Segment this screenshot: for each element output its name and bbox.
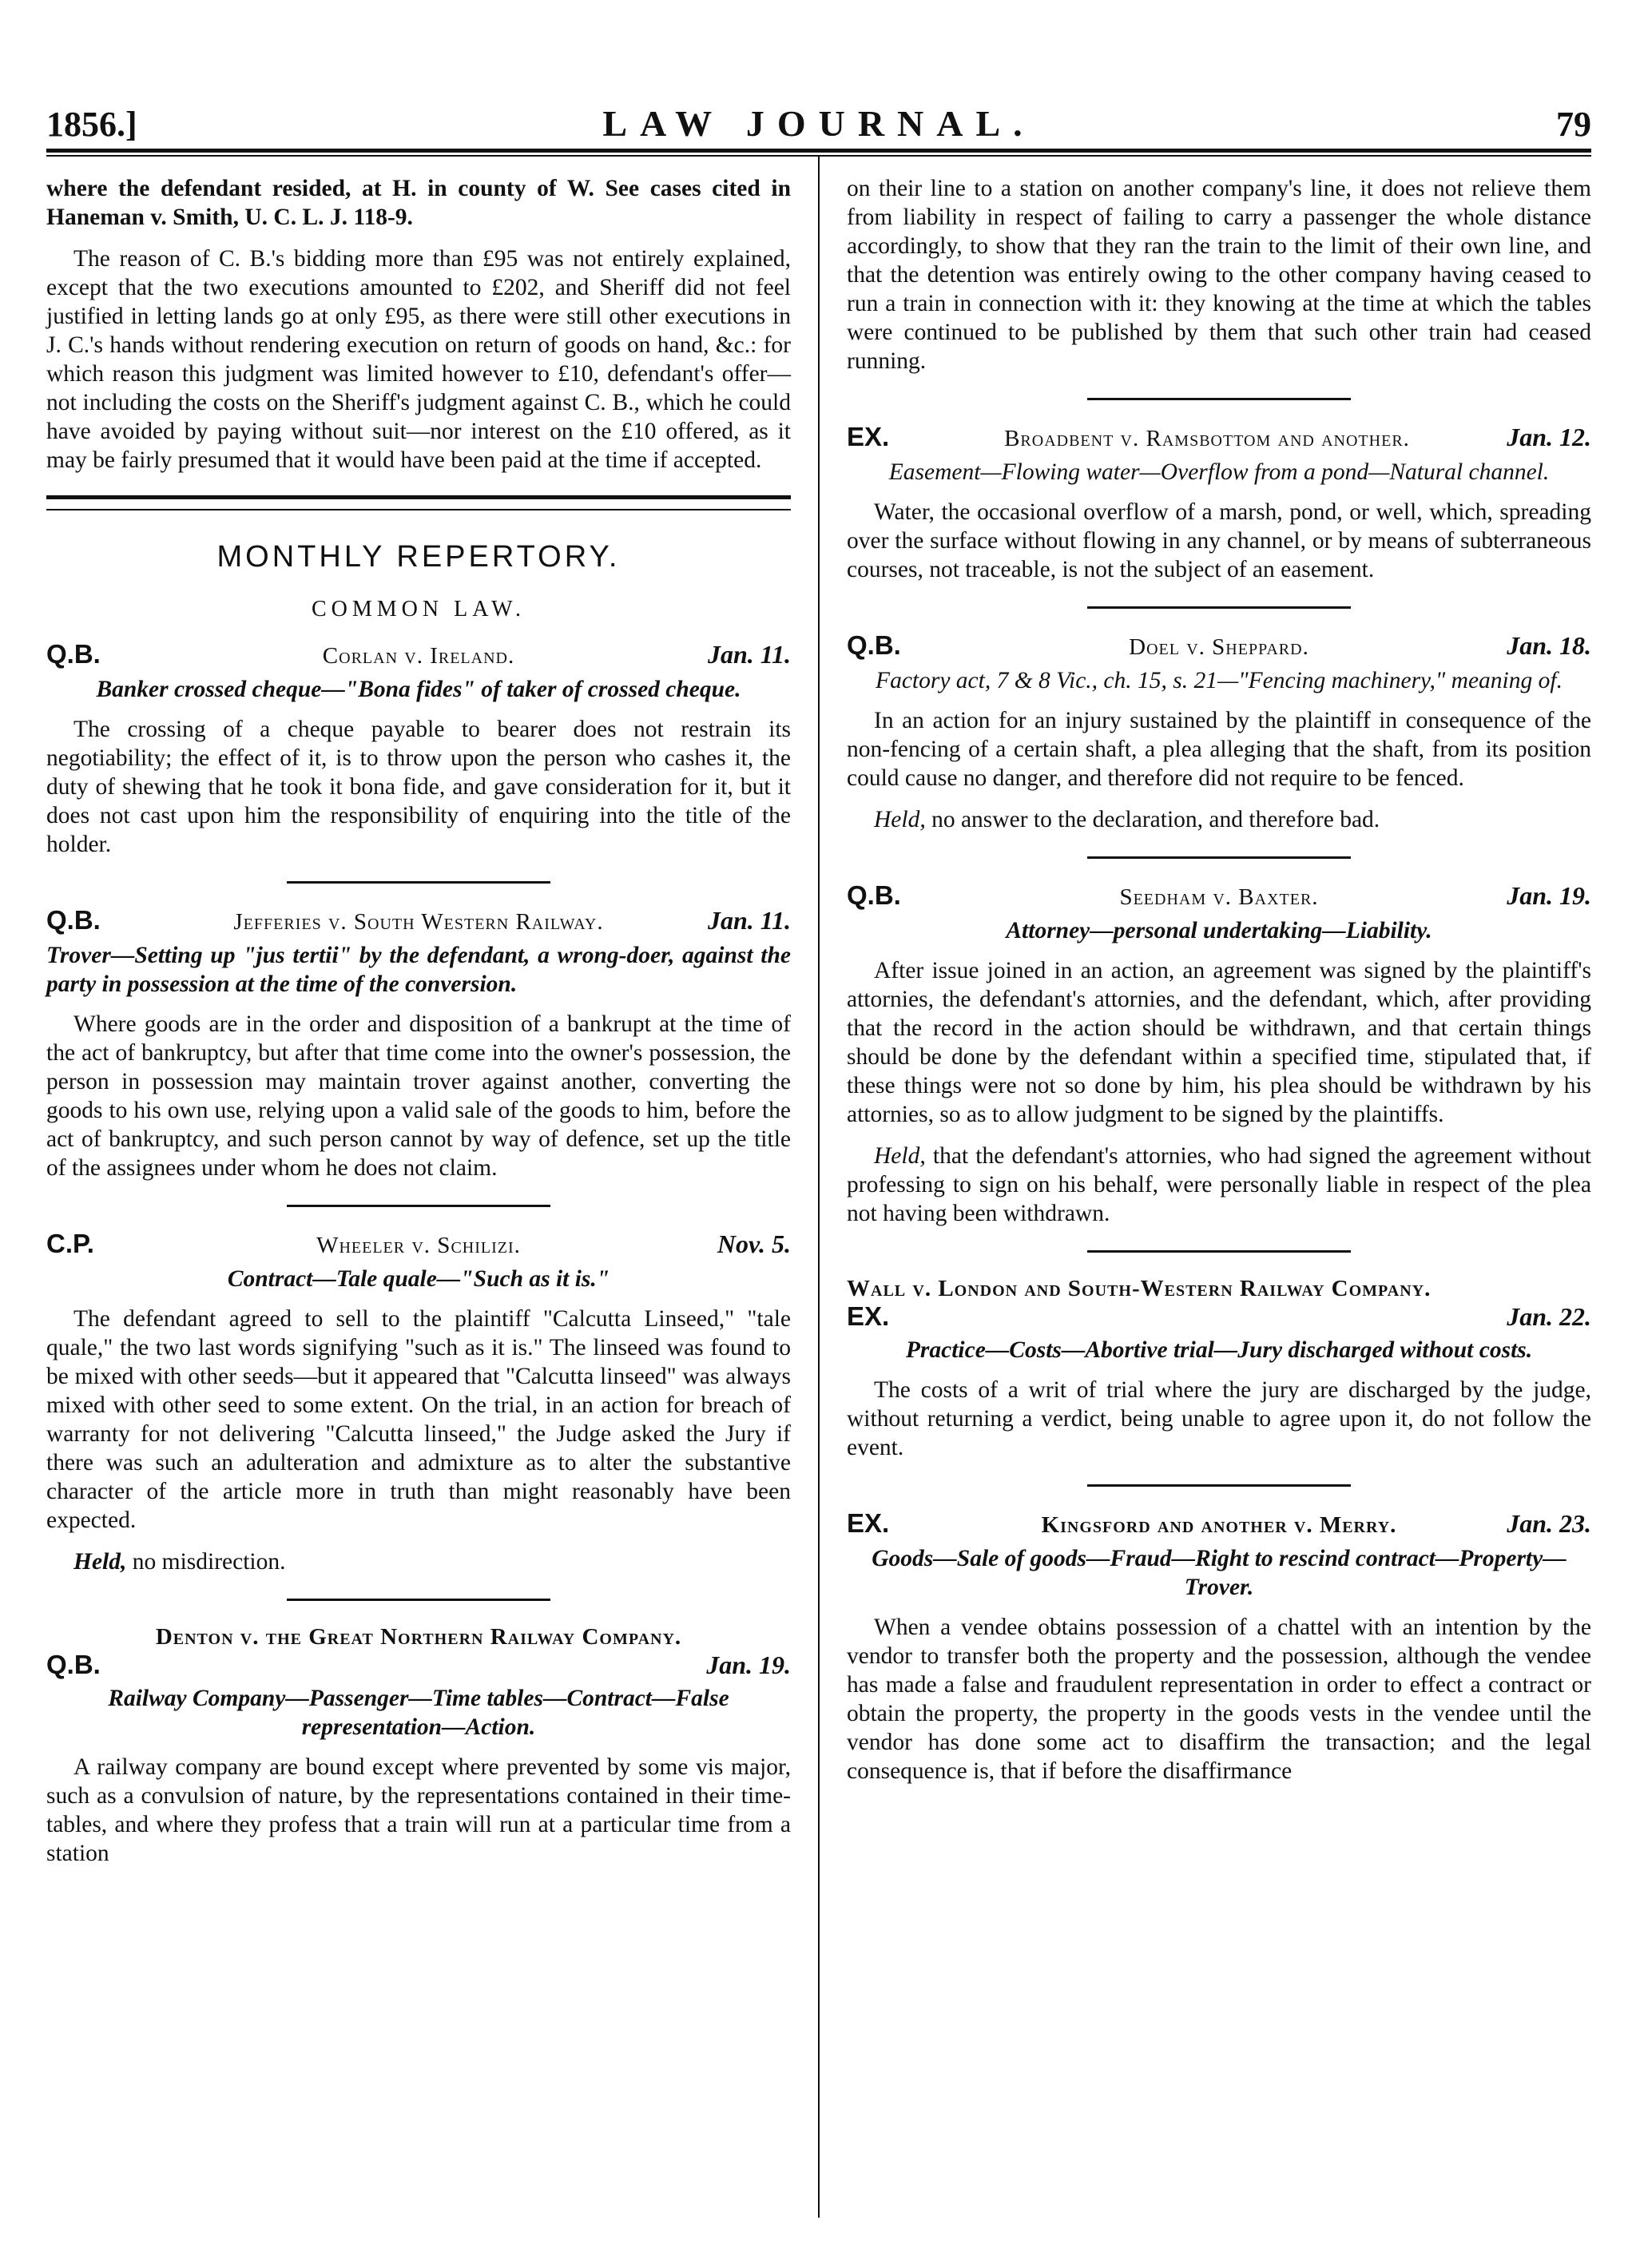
case-heading-row	[847, 1509, 1591, 1544]
court-label: EX.	[847, 1301, 890, 1331]
held-label: Held,	[874, 807, 926, 832]
case-kingsford-v-merry	[847, 1509, 1591, 1785]
section-rule-thin	[46, 509, 791, 510]
court-label: Q.B.	[847, 880, 901, 910]
case-heading-row	[46, 1650, 791, 1684]
case-date: Jan. 23.	[1507, 1509, 1591, 1538]
case-name: Wall v. London and South-Western Railway Company.	[847, 1276, 1432, 1301]
case-separator	[1087, 1484, 1351, 1487]
held-label: Held,	[73, 1549, 127, 1575]
case-denton-v-great-northern	[46, 1623, 791, 1868]
case-date: Jan. 19.	[706, 1650, 791, 1679]
case-separator	[1087, 606, 1351, 609]
case-date: Jan. 18.	[1507, 631, 1591, 660]
section-subhead: COMMON LAW.	[311, 597, 526, 622]
case-headnote: Practice—Costs—Abortive trial—Jury discharged without costs.	[905, 1337, 1533, 1363]
page-header	[46, 97, 1591, 153]
case-heading-row	[46, 1229, 791, 1265]
case-body: A railway company are bound except where prevented by some vis major, such as a convulsion of nature, by the representations contained in their time-tables, and where they profess that a train will run at a particular time from a station	[46, 1754, 791, 1866]
case-body: In an action for an injury sustained by the plaintiff in consequence of the non-fencing of a certain shaft, a plea alleging that the shaft, from its position could cause no danger, and therefore did not require to be fenced.	[847, 708, 1591, 791]
case-name: Corlan v. Ireland.	[322, 643, 515, 669]
case-body: The crossing of a cheque payable to bearer does not restrain its negotiability; the effect of it, is to throw upon the person who cashes it, the duty of shewing that he took it bona fide, and gave consideration for it, but it does not cast upon him the responsibility of enquiring into the title of the holder.	[46, 717, 791, 857]
column-divider	[818, 157, 820, 2218]
case-name: Seedham v. Baxter.	[1119, 884, 1319, 910]
case-date: Jan. 12.	[1507, 423, 1591, 451]
section-rule-thick	[46, 495, 791, 499]
journal-page	[46, 97, 1592, 1866]
case-wall-v-london-south-western	[847, 1275, 1591, 1462]
held-label: Held,	[874, 1143, 926, 1169]
case-name: Denton v. the Great Northern Railway Company.	[155, 1624, 682, 1650]
intro-paragraph-2: The reason of C. B.'s bidding more than £95 was not entirely explained, except that the two executions amounted to £202, and Sheriff did not feel justified in letting lands go at only £95, as there were still other executions in J. C.'s hands without rendering execution on return of goods on hand, &c.: for which reason this judgment was limited however to £10, defendant's offer—not including the costs on the Sheriff's judgment against C. B., which he could have avoided by paying without suit—nor interest on the £10 offered, as it may be fairly presumed that it would have been paid at the time if accepted.	[46, 246, 791, 473]
header-rule-thick	[46, 149, 1591, 153]
header-page-number: 79	[1556, 105, 1591, 144]
case-headnote: Railway Company—Passenger—Time tables—Contract—False representation—Action.	[108, 1686, 729, 1740]
case-wheeler-v-schilizi	[46, 1229, 791, 1576]
case-separator	[1087, 398, 1351, 400]
case-separator	[1087, 1250, 1351, 1253]
continued-paragraph: on their line to a station on another company's line, it does not relieve them from liability in respect of failing to carry a passenger the whole distance accordingly, to show that they ran the train to the limit of their own line, and that the detention was entirely owing to the other company having ceased to run a train in connection with it: they knowing at the time at which the tables were continued to be published by them that such other train had ceased running.	[847, 176, 1591, 374]
court-label: Q.B.	[46, 639, 101, 669]
intro-paragraph-1: where the defendant resided, at H. in county of W. See cases cited in Haneman v. Smith, U. C. L. J. 118-9.	[46, 176, 791, 230]
case-heading-row	[46, 640, 791, 675]
case-jefferies-v-south-western	[46, 906, 791, 1182]
header-title: LAW JOURNAL.	[602, 103, 1035, 144]
case-body: The costs of a writ of trial where the jury are discharged by the judge, without returning a verdict, being unable to agree upon it, do not follow the event.	[847, 1377, 1591, 1460]
court-label: EX.	[847, 422, 890, 451]
case-doel-v-sheppard	[847, 631, 1591, 834]
case-headnote: Banker crossed cheque—"Bona fides" of taker of crossed cheque.	[96, 677, 741, 702]
case-corlan-v-ireland	[46, 640, 791, 859]
case-body: Water, the occasional overflow of a marsh, pond, or well, which, spreading over the surface without flowing in any channel, or by means of subterraneous courses, not traceable, is not the subject of an easement.	[847, 499, 1591, 582]
held-text: no answer to the declaration, and therefore bad.	[931, 807, 1380, 832]
case-headnote: Goods—Sale of goods—Fraud—Right to rescind contract—Property—Trover.	[872, 1546, 1567, 1600]
case-headnote: Easement—Flowing water—Overflow from a pond—Natural channel.	[888, 459, 1550, 485]
right-column	[847, 174, 1591, 1798]
case-held	[847, 1142, 1591, 1228]
case-name: Broadbent v. Ramsbottom and another.	[1004, 426, 1410, 451]
case-separator	[1087, 856, 1351, 859]
case-headnote: Attorney—personal undertaking—Liability.	[1006, 918, 1432, 943]
case-date: Nov. 5.	[717, 1229, 791, 1258]
repertory-title: MONTHLY REPERTORY.	[216, 540, 621, 574]
header-year: 1856.]	[46, 105, 137, 144]
case-held	[847, 805, 1591, 834]
case-date: Jan. 19.	[1507, 881, 1591, 910]
court-label: Q.B.	[46, 905, 101, 935]
case-date: Jan. 22.	[1507, 1302, 1591, 1331]
case-separator	[287, 1599, 550, 1601]
case-separator	[287, 1205, 550, 1207]
court-label: C.P.	[46, 1229, 94, 1258]
case-name: Jefferies v. South Western Railway.	[233, 909, 604, 935]
court-label: Q.B.	[46, 1650, 101, 1679]
case-heading-row	[847, 631, 1591, 666]
case-name: Wheeler v. Schilizi.	[316, 1233, 521, 1258]
case-heading-row	[847, 423, 1591, 458]
case-headnote: Trover—Setting up "jus tertii" by the defendant, a wrong-doer, against the party in possession at the time of the conversion.	[46, 943, 791, 997]
case-separator	[287, 881, 550, 884]
case-name: Doel v. Sheppard.	[1129, 634, 1309, 660]
held-text: that the defendant's attornies, who had signed the agreement without professing to sign on his behalf, were personally liable in respect of the plea not having been withdrawn.	[847, 1143, 1592, 1226]
case-headnote: Factory act, 7 & 8 Vic., ch. 15, s. 21—"Fencing machinery," meaning of.	[876, 668, 1563, 693]
case-date: Jan. 11.	[707, 640, 791, 669]
held-text: no misdirection.	[132, 1549, 286, 1575]
court-label: Q.B.	[847, 630, 901, 660]
case-date: Jan. 11.	[707, 906, 791, 935]
court-label: EX.	[847, 1508, 890, 1538]
case-heading-row	[847, 1302, 1591, 1336]
case-name: Kingsford and another v. Merry.	[1041, 1512, 1397, 1538]
case-heading-row	[46, 906, 791, 941]
case-body: After issue joined in an action, an agreement was signed by the plaintiff's attornies, the defendant's attornies, and the defendant, which, after providing that the record in the action should be withdrawn, and that certain things should be done by the defendant within a specified time, stipulated that, if these things were not so done by him, his plea should be withdrawn by his attornies, so as to allow judgment to be signed by the plaintiffs.	[847, 958, 1591, 1127]
case-held	[46, 1547, 791, 1576]
case-body: Where goods are in the order and disposition of a bankrupt at the time of the act of bankruptcy, but after that time come into the owner's possession, the person in possession may maintain trover against another, converting the goods to his own use, relying upon a valid sale of the goods to him, before the act of bankruptcy, and such person cannot by way of defence, set up the title of the assignees under whom he does not claim.	[46, 1011, 791, 1181]
case-broadbent-v-ramsbottom	[847, 423, 1591, 584]
case-seedham-v-baxter	[847, 881, 1591, 1228]
case-body: When a vendee obtains possession of a chattel with an intention by the vendor to transfer both the property and the possession, although the vendee has made a false and fraudulent representation in order to effect a contract or obtain the property, the property in the goods vests in the vendee until the vendor has done some act to disaffirm the transaction; and the legal consequence is, that if before the disaffirmance	[847, 1615, 1591, 1784]
case-headnote: Contract—Tale quale—"Such as it is."	[227, 1266, 610, 1292]
left-column	[46, 174, 791, 1881]
case-body: The defendant agreed to sell to the plaintiff "Calcutta Linseed," "tale quale," the two last words signifying "such as it is." The linseed was found to be mixed with other seeds—but it appeared that "Calcutta linseed" was always mixed with other seed to some extent. On the trial, in an action for breach of warranty for not delivering "Calcutta linseed," the Judge asked the Jury if there was such an adulteration and admixture as to alter the substantive character of the article more in truth than might reasonably have been expected.	[46, 1306, 791, 1533]
case-heading-row	[847, 881, 1591, 916]
